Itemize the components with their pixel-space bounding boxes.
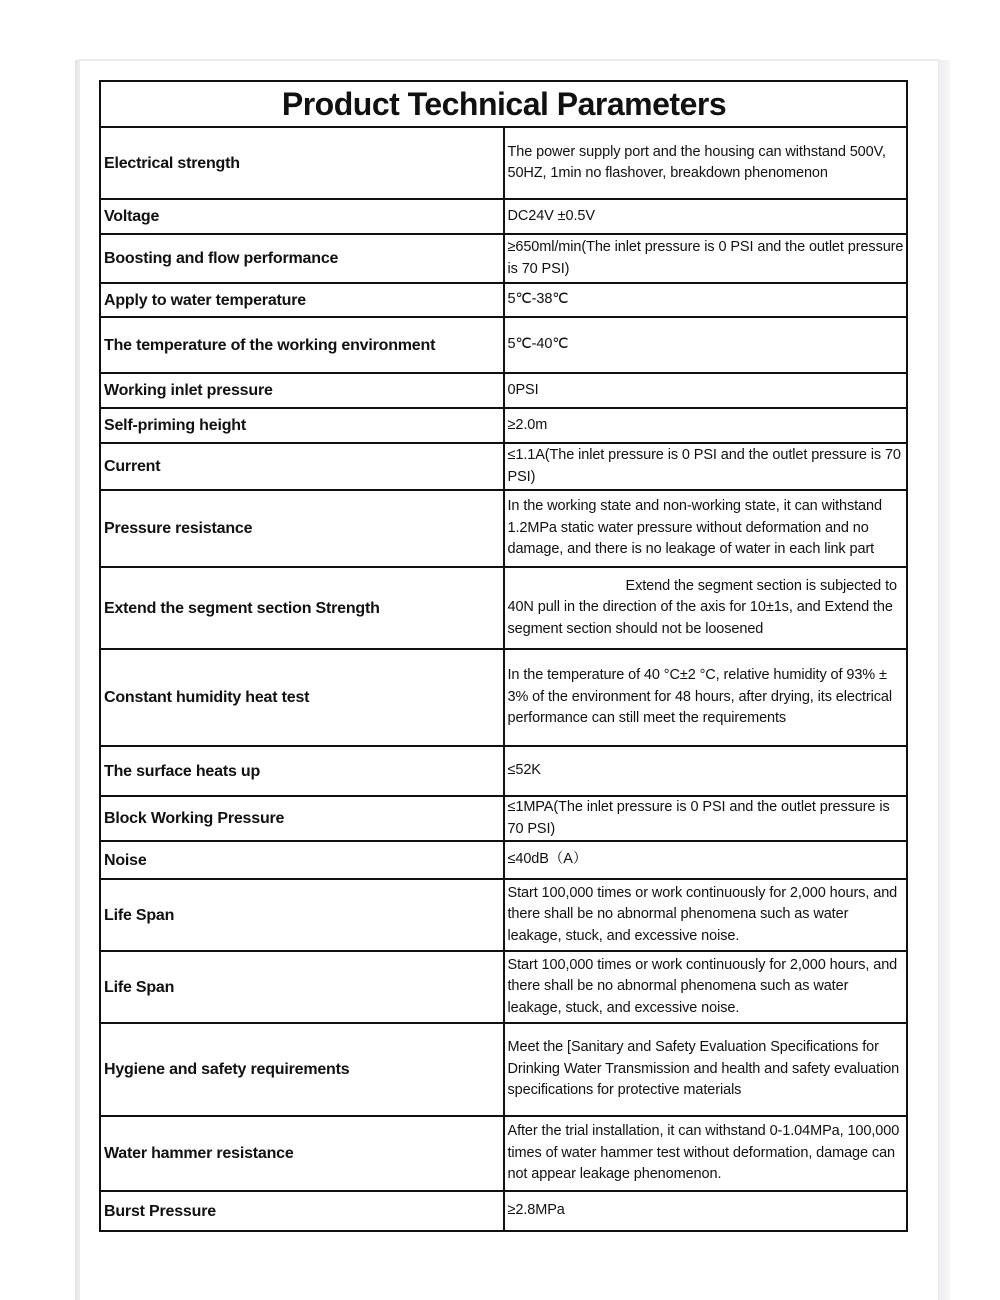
table-row (100, 1191, 907, 1231)
parameter-value: 5℃-40℃ (504, 317, 908, 373)
table-row (100, 373, 907, 408)
table-row (100, 443, 907, 490)
parameter-value: ≤1MPA(The inlet pressure is 0 PSI and the outlet pressure is 70 PSI) (504, 796, 908, 841)
parameter-name: Extend the segment section Strength (100, 567, 504, 649)
parameter-name: Apply to water temperature (100, 283, 504, 317)
table-row (100, 408, 907, 443)
parameter-name: Noise (100, 841, 504, 879)
table-row (100, 567, 907, 649)
table-row (100, 746, 907, 796)
parameter-name: Working inlet pressure (100, 373, 504, 408)
table-row (100, 951, 907, 1023)
parameter-name: Burst Pressure (100, 1191, 504, 1231)
parameter-name: Boosting and flow performance (100, 234, 504, 283)
parameter-name: Self-priming height (100, 408, 504, 443)
table-row (100, 796, 907, 841)
page-shadow-right (938, 60, 950, 1300)
parameter-value: 5℃-38℃ (504, 283, 908, 317)
parameter-value: Meet the [Sanitary and Safety Evaluation Specifications for Drinking Water Transmission and health and safety evaluation specifications for protective materials (504, 1023, 908, 1116)
parameter-name: Current (100, 443, 504, 490)
parameter-value: ≤40dB（A） (504, 841, 908, 879)
parameter-name: Life Span (100, 951, 504, 1023)
table-row (100, 649, 907, 746)
table-row (100, 317, 907, 373)
table-row (100, 879, 907, 951)
parameter-name: Hygiene and safety requirements (100, 1023, 504, 1116)
parameter-value-text: Extend the segment section is subjected to 40N pull in the direction of the axis for 10±1s, and Extend the segment section should not be loosened (507, 577, 897, 637)
parameter-value: ≥650ml/min(The inlet pressure is 0 PSI and the outlet pressure is 70 PSI) (504, 234, 908, 283)
parameter-value: DC24V ±0.5V (504, 199, 908, 234)
parameter-name: The temperature of the working environment (100, 317, 504, 373)
table-row (100, 841, 907, 879)
parameter-value: Start 100,000 times or work continuously for 2,000 hours, and there shall be no abnormal phenomena such as water leakage, stuck, and excessive noise. (504, 951, 908, 1023)
parameter-name: Life Span (100, 879, 504, 951)
table-row (100, 199, 907, 234)
table-row (100, 234, 907, 283)
parameter-name: Pressure resistance (100, 490, 504, 567)
parameter-value: After the trial installation, it can withstand 0-1.04MPa, 100,000 times of water hammer test without deformation, damage can not appear leakage phenomenon. (504, 1116, 908, 1191)
table-row (100, 127, 907, 199)
parameter-value: ≥2.0m (504, 408, 908, 443)
technical-parameters-table (99, 80, 908, 1232)
table-row (100, 283, 907, 317)
parameter-value (504, 567, 908, 649)
parameter-name: Constant humidity heat test (100, 649, 504, 746)
parameter-value: ≤52K (504, 746, 908, 796)
parameter-value: Start 100,000 times or work continuously for 2,000 hours, and there shall be no abnormal phenomena such as water leakage, stuck, and excessive noise. (504, 879, 908, 951)
parameter-value: 0PSI (504, 373, 908, 408)
table-row (100, 490, 907, 567)
parameter-name: Electrical strength (100, 127, 504, 199)
parameter-value: In the temperature of 40 °C±2 °C, relative humidity of 93% ± 3% of the environment for 48 hours, after drying, its electrical performance can still meet the requirements (504, 649, 908, 746)
table-row (100, 1116, 907, 1191)
page-title: Product Technical Parameters (100, 81, 907, 127)
table-row (100, 1023, 907, 1116)
parameter-name: Block Working Pressure (100, 796, 504, 841)
parameter-name: The surface heats up (100, 746, 504, 796)
parameter-value: ≥2.8MPa (504, 1191, 908, 1231)
title-row (100, 81, 907, 127)
parameter-value: The power supply port and the housing can withstand 500V, 50HZ, 1min no flashover, breakdown phenomenon (504, 127, 908, 199)
parameter-name: Voltage (100, 199, 504, 234)
parameter-value: In the working state and non-working state, it can withstand 1.2MPa static water pressure without deformation and no damage, and there is no leakage of water in each link part (504, 490, 908, 567)
parameter-name: Water hammer resistance (100, 1116, 504, 1191)
parameter-value: ≤1.1A(The inlet pressure is 0 PSI and the outlet pressure is 70 PSI) (504, 443, 908, 490)
